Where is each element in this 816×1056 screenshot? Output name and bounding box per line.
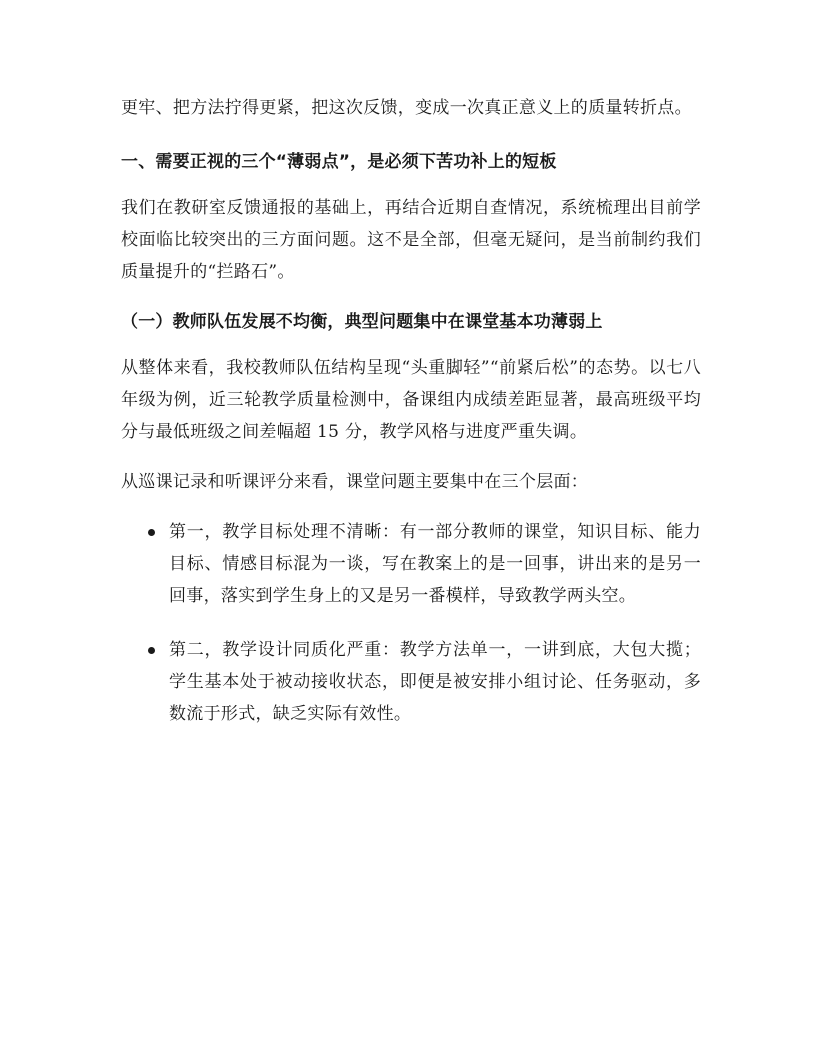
spacer (121, 338, 701, 352)
spacer (121, 178, 701, 192)
list-item (121, 516, 701, 612)
bullet-list (121, 516, 701, 730)
bullet-dot-icon (148, 647, 155, 654)
list-item (121, 634, 701, 730)
spacer (121, 124, 701, 146)
bullet-dot-icon (148, 529, 155, 536)
spacer (121, 288, 701, 306)
subsection-heading: （一）教师队伍发展不均衡，典型问题集中在课堂基本功薄弱上 (121, 312, 603, 332)
spacer (121, 448, 701, 466)
subsection-paragraph-1: 从整体来看，我校教师队伍结构呈现“头重脚轻”“前紧后松”的态势。以七八年级为例，近三轮教学质量检测中，备课组内成绩差距显著，最高班级平均分与最低班级之间差幅超 15 分，教学风格与进度严重失调。 (121, 358, 701, 442)
spacer (121, 498, 701, 516)
intro-paragraph: 更牢、把方法拧得更紧，把这次反馈，变成一次真正意义上的质量转折点。 (121, 98, 692, 118)
section-paragraph: 我们在教研室反馈通报的基础上，再结合近期自查情况，系统梳理出目前学校面临比较突出的三方面问题。这不是全部，但毫无疑问，是当前制约我们质量提升的“拦路石”。 (121, 198, 701, 282)
bullet-text: 第二，教学设计同质化严重：教学方法单一，一讲到底，大包大揽；学生基本处于被动接收状态，即便是被安排小组讨论、任务驱动，多数流于形式，缺乏实际有效性。 (169, 640, 701, 724)
bullet-text: 第一，教学目标处理不清晰：有一部分教师的课堂，知识目标、能力目标、情感目标混为一谈，写在教案上的是一回事，讲出来的是另一回事，落实到学生身上的又是另一番模样，导致教学两头空。 (169, 522, 701, 606)
document-body (121, 92, 701, 752)
section-heading: 一、需要正视的三个“薄弱点”，是必须下苦功补上的短板 (121, 152, 557, 172)
subsection-paragraph-2: 从巡课记录和听课评分来看，课堂问题主要集中在三个层面： (121, 472, 589, 492)
